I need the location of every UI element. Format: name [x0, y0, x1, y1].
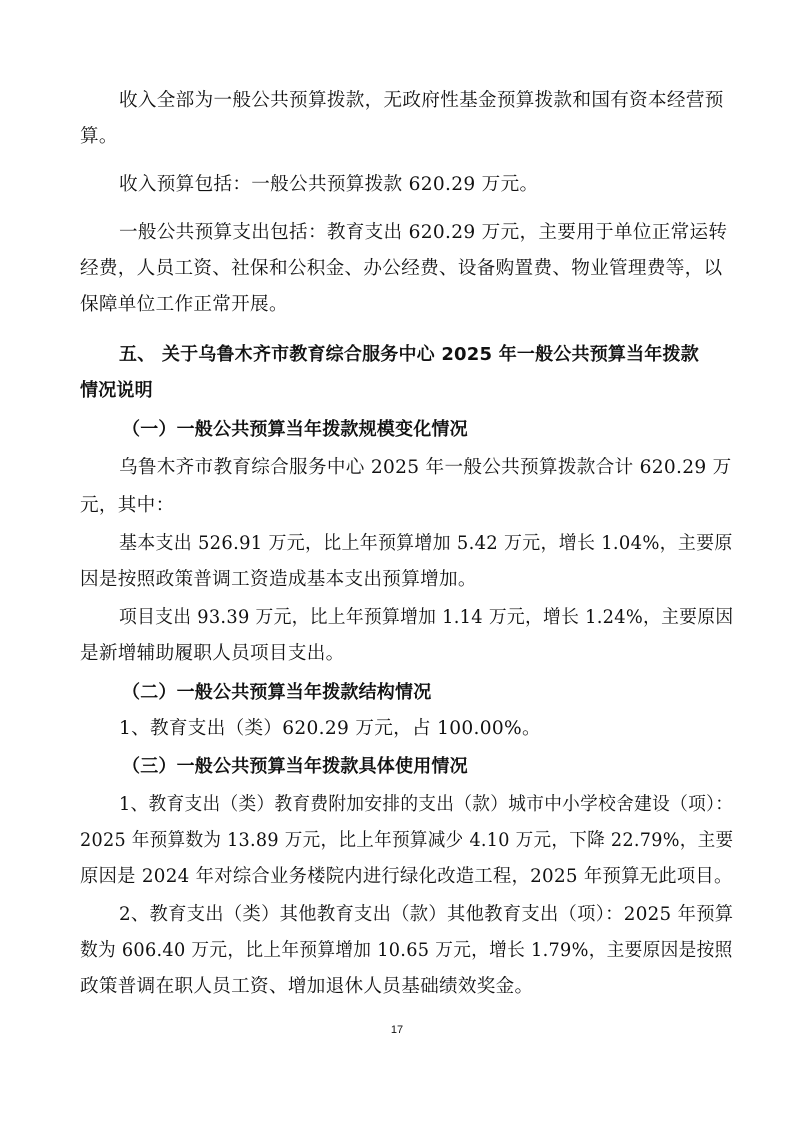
section-heading-five: 五、 关于乌鲁木齐市教育综合服务中心 2025 年一般公共预算当年拨款 [119, 344, 699, 365]
paragraph-total-appropriation: 乌鲁木齐市教育综合服务中心 2025 年一般公共预算拨款合计 620.29 万 [119, 457, 732, 478]
paragraph-item-2: 2、教育支出（类）其他教育支出（款）其他教育支出（项）：2025 年预算 [119, 904, 734, 925]
subheading-structure: （二）一般公共预算当年拨款结构情况 [122, 682, 432, 703]
paragraph-basic-expenditure: 基本支出 526.91 万元，比上年预算增加 5.42 万元，增长 1.04%，主要原 [119, 533, 733, 554]
paragraph-expenditure: 一般公共预算支出包括：教育支出 620.29 万元，主要用于单位正常运转 [119, 222, 728, 243]
paragraph-project-expenditure: 项目支出 93.39 万元，比上年预算增加 1.14 万元，增长 1.24%，主要原因 [119, 607, 734, 628]
paragraph-item-1: 1、教育支出（类）教育费附加安排的支出（款）城市中小学校舍建设（项）： [119, 794, 734, 815]
paragraph-item-1-cont-2: 原因是 2024 年对综合业务楼院内进行绿化改造工程，2025 年预算无此项目。 [80, 866, 733, 887]
paragraph-education-share: 1、教育支出（类）620.29 万元，占 100.00%。 [119, 718, 541, 739]
paragraph-item-2-cont-1: 数为 606.40 万元，比上年预算增加 10.65 万元，增长 1.79%，主要原因是按照 [80, 940, 733, 961]
subheading-specific-use: （三）一般公共预算当年拨款具体使用情况 [122, 756, 468, 777]
paragraph-basic-expenditure-cont: 因是按照政策普调工资造成基本支出预算增加。 [80, 569, 477, 590]
subheading-scale-change: （一）一般公共预算当年拨款规模变化情况 [122, 419, 468, 440]
paragraph-income-budget: 收入预算包括：一般公共预算拨款 620.29 万元。 [119, 174, 539, 195]
paragraph-expenditure-cont-2: 保障单位工作正常开展。 [80, 294, 288, 315]
paragraph-item-2-cont-2: 政策普调在职人员工资、增加退休人员基础绩效奖金。 [80, 976, 534, 997]
paragraph-project-expenditure-cont: 是新增辅助履职人员项目支出。 [80, 643, 345, 664]
paragraph-income-composition-cont: 算。 [80, 126, 118, 147]
paragraph-total-appropriation-cont: 元，其中： [80, 495, 175, 516]
paragraph-expenditure-cont-1: 经费，人员工资、社保和公积金、办公经费、设备购置费、物业管理费等，以 [80, 258, 723, 279]
page-number: 17 [390, 1024, 404, 1036]
paragraph-income-composition: 收入全部为一般公共预算拨款，无政府性基金预算拨款和国有资本经营预 [119, 90, 724, 111]
section-heading-five-cont: 情况说明 [80, 380, 153, 401]
paragraph-item-1-cont-1: 2025 年预算数为 13.89 万元，比上年预算减少 4.10 万元，下降 22.79%，主要 [80, 830, 734, 851]
